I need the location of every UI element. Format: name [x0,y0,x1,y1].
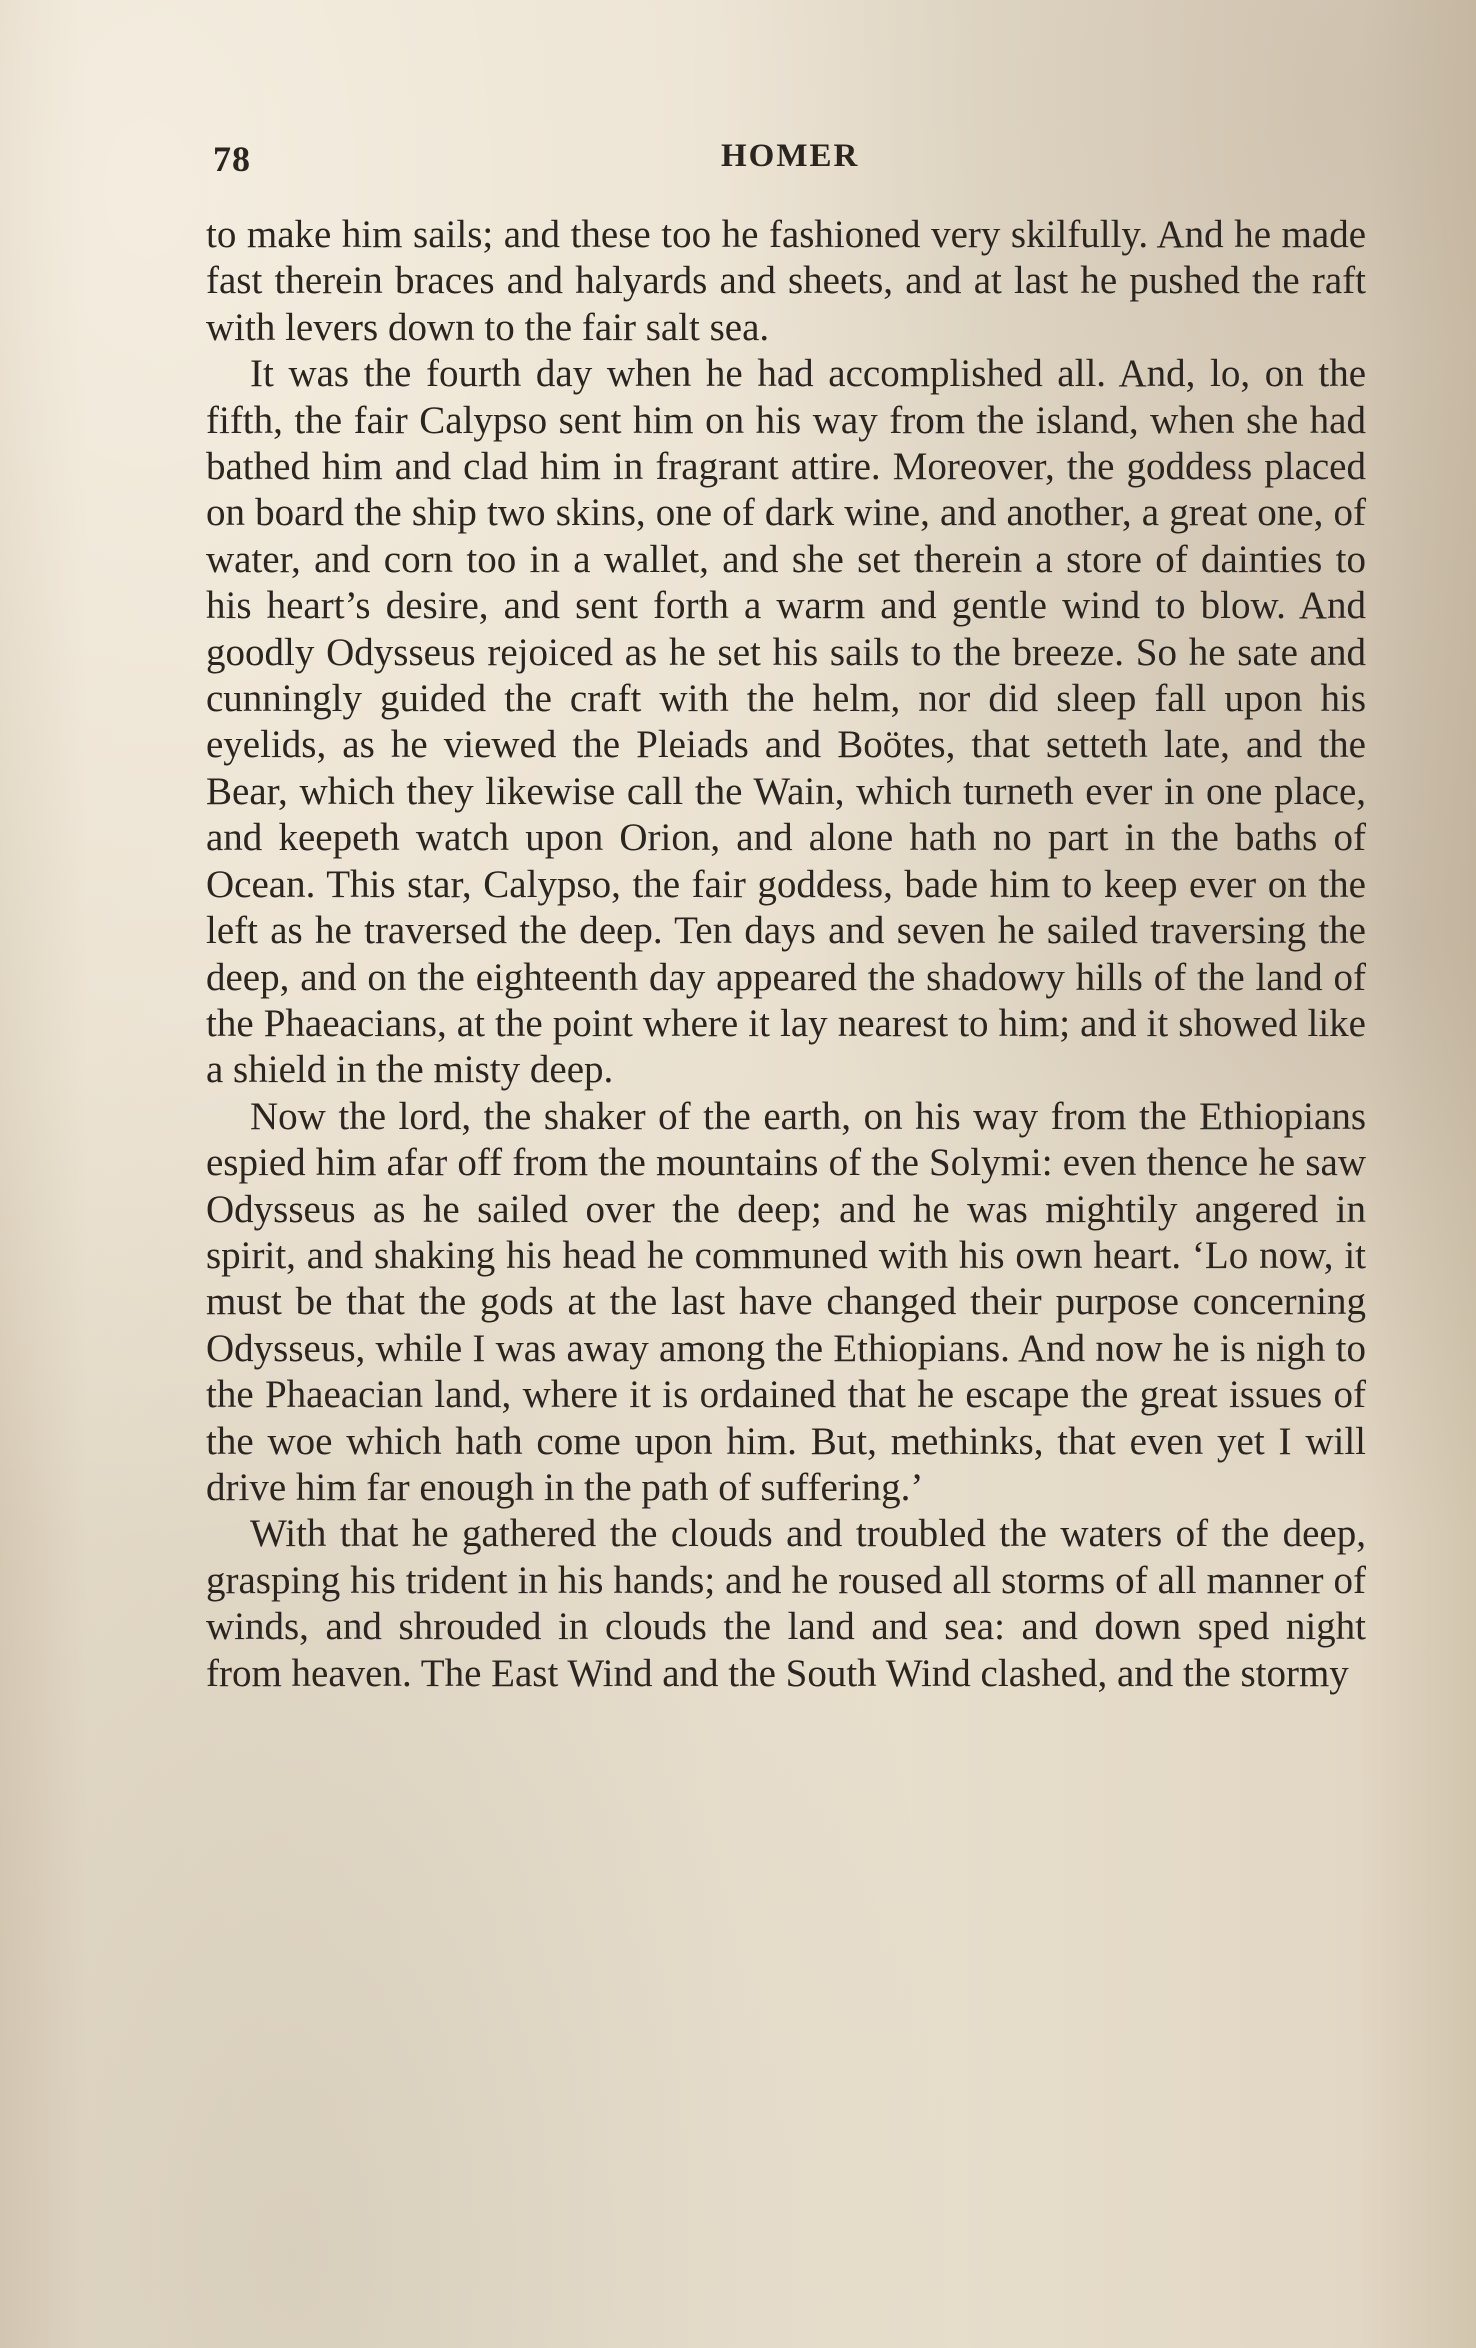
paragraph-2: It was the fourth day when he had accomplished all. And, lo, on the fifth, the fair Calypso sent him on his way from the island, when she had bathed him and clad him in fragrant attire. Moreover, the goddess placed on board the ship two skins, one of dark wine, and another, a great one, of water, and corn too in a wallet, and she set therein a store of dainties to his heart’s desire, and sent forth a warm and gentle wind to blow. And goodly Odysseus rejoiced as he set his sails to the breeze. So he sate and cunningly guided the craft with the helm, nor did sleep fall upon his eyelids, as he viewed the Pleiads and Boötes, that setteth late, and the Bear, which they likewise call the Wain, which turneth ever in one place, and keepeth watch upon Orion, and alone hath no part in the baths of Ocean. This star, Calypso, the fair goddess, bade him to keep ever on the left as he traversed the deep. Ten days and seven he sailed traversing the deep, and on the eighteenth day appeared the shadowy hills of the land of the Phaeacians, at the point where it lay nearest to him; and it showed like a shield in the misty deep. [206,352,1366,1092]
page-header-title: HOMER [721,138,860,174]
page-number: 78 [213,139,251,179]
paragraph-1: to make him sails; and these too he fashioned very skilfully. And he made fast therein braces and halyards and sheets, and at last he pushed the raft with levers down to the fair salt sea. [206,213,1366,349]
body-text [206,212,1366,1697]
paragraph-3: Now the lord, the shaker of the earth, on his way from the Ethiopians espied him afar off from the mountains of the Solymi: even thence he saw Odysseus as he sailed over the deep; and he was mightily angered in spirit, and shaking his head he communed with his own heart. ‘Lo now, it must be that the gods at the last have changed their purpose concerning Odysseus, while I was away among the Ethiopians. And now he is nigh to the Phaeacian land, where it is ordained that he escape the great issues of the woe which hath come upon him. But, methinks, that even yet I will drive him far enough in the path of suffering.’ [206,1094,1366,1509]
running-head [213,132,1363,192]
paragraph-4: With that he gathered the clouds and troubled the waters of the deep, grasping his trident in his hands; and he roused all storms of all manner of winds, and shrouded in clouds the land and sea: and down sped night from heaven. The East Wind and the South Wind clashed, and the stormy [206,1512,1366,1695]
